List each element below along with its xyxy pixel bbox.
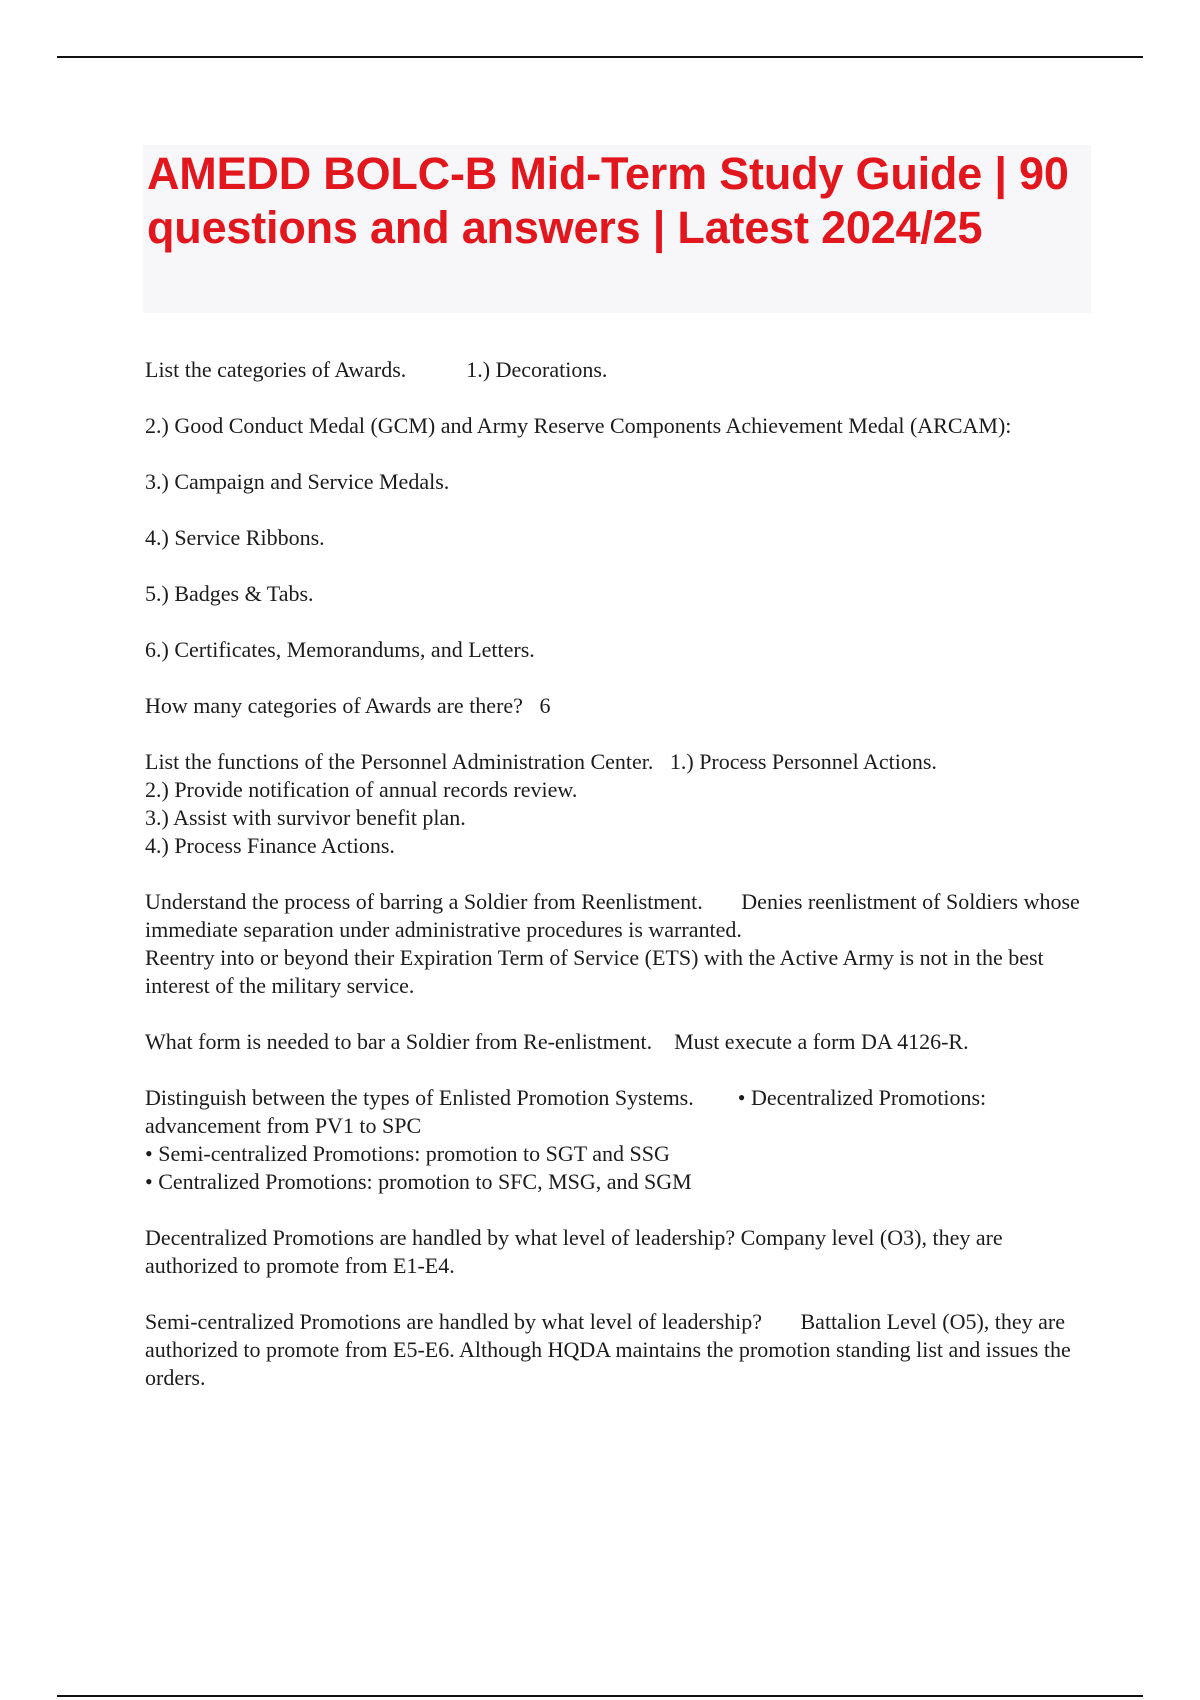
qa-line: 4.) Service Ribbons. <box>145 525 325 550</box>
top-rule <box>57 56 1143 58</box>
qa-line: 2.) Provide notification of annual records review. <box>145 777 578 802</box>
qa-item <box>145 1084 1090 1196</box>
qa-line: Decentralized Promotions are handled by what level of leadership? Company level (O3), they are authorized to promote from E1-E4. <box>145 1225 1009 1278</box>
qa-item <box>145 580 1090 608</box>
qa-item <box>145 356 1090 384</box>
qa-line: List the functions of the Personnel Administration Center. 1.) Process Personnel Actions. <box>145 749 937 774</box>
qa-item <box>145 1224 1090 1280</box>
qa-line: 3.) Campaign and Service Medals. <box>145 469 450 494</box>
title-banner <box>143 145 1091 313</box>
qa-item <box>145 1028 1090 1056</box>
qa-line: What form is needed to bar a Soldier from Re-enlistment. Must execute a form DA 4126-R. <box>145 1029 969 1054</box>
qa-line: Understand the process of barring a Soldier from Reenlistment. Denies reenlistment of Soldiers whose immediate separation under administrative procedures is warranted. <box>145 889 1086 942</box>
qa-item <box>145 692 1090 720</box>
qa-line: 6.) Certificates, Memorandums, and Letters. <box>145 637 535 662</box>
qa-item <box>145 468 1090 496</box>
qa-line: Semi-centralized Promotions are handled by what level of leadership? Battalion Level (O5), they are authorized to promote from E5-E6. Although HQDA maintains the promotion standing list and issues the orders. <box>145 1309 1077 1390</box>
qa-item <box>145 636 1090 664</box>
qa-line: • Semi-centralized Promotions: promotion to SGT and SSG <box>145 1141 670 1166</box>
qa-answer: 6 <box>539 693 551 718</box>
qa-line: Distinguish between the types of Enlisted Promotion Systems. • Decentralized Promotions: advancement from PV1 to SPC <box>145 1085 992 1138</box>
qa-content <box>145 356 1090 1420</box>
qa-item <box>145 748 1090 860</box>
qa-line: • Centralized Promotions: promotion to SFC, MSG, and SGM <box>145 1169 692 1194</box>
bottom-rule <box>57 1695 1143 1697</box>
qa-item <box>145 1308 1090 1392</box>
qa-line: 5.) Badges & Tabs. <box>145 581 314 606</box>
qa-item <box>145 412 1090 440</box>
qa-item <box>145 524 1090 552</box>
qa-question: List the categories of Awards. <box>145 357 407 382</box>
qa-answer: 1.) Decorations. <box>466 357 608 382</box>
qa-line: 3.) Assist with survivor benefit plan. <box>145 805 466 830</box>
qa-item <box>145 888 1090 1000</box>
qa-line: 2.) Good Conduct Medal (GCM) and Army Reserve Components Achievement Medal (ARCAM): <box>145 413 1012 438</box>
document-title: AMEDD BOLC-B Mid-Term Study Guide | 90 questions and answers | Latest 2024/25 <box>147 148 1069 253</box>
qa-line: Reentry into or beyond their Expiration Term of Service (ETS) with the Active Army is not in the best interest of the military service. <box>145 945 1050 998</box>
qa-question: How many categories of Awards are there? <box>145 693 523 718</box>
qa-line: 4.) Process Finance Actions. <box>145 833 395 858</box>
